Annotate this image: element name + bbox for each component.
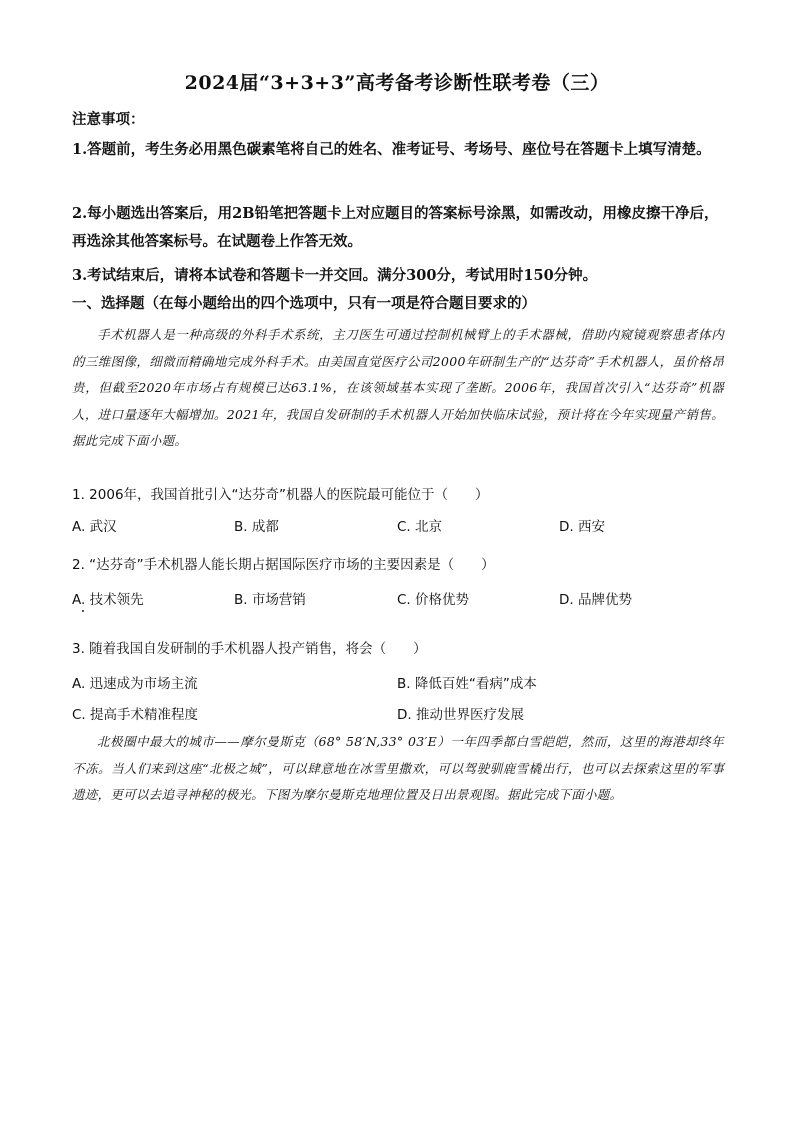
question-3-options-row-2 — [72, 703, 724, 723]
notes-heading: 注意事项： — [72, 111, 145, 128]
question-1-options — [72, 515, 724, 535]
option-a[interactable]: A. 技术领先 — [72, 592, 144, 608]
option-a[interactable]: A. 武汉 — [72, 519, 117, 535]
question-3-stem: 3. 随着我国自发研制的手术机器人投产销售，将会（ ） — [72, 641, 427, 657]
question-3-options-row-1 — [72, 672, 724, 692]
question-1-stem: 1. 2006年，我国首批引入“达芬奇”机器人的医院最可能位于（ ） — [72, 487, 489, 503]
option-c[interactable]: C. 价格优势 — [397, 592, 470, 608]
passage-surgical-robot: 手术机器人是一种高级的外科手术系统，主刀医生可通过控制机械臂上的手术器械，借助内窥镜观察患者体内的三维图像，细微而精确地完成外科手术。由美国直觉医疗公司2000年研制生产的“达芬奇”手术机器人，虽价格昂贵，但截至2020年市场占有规模已达63.1%，在该领域基本实现了垄断。2006年，我国首次引入“达芬奇”机器人，进口量逐年大幅增加。2021年，我国自发研制的手术机器人开始加快临床试验，预计将在今年实现量产销售。据此完成下面小题。 — [72, 327, 724, 448]
option-d[interactable]: D. 西安 — [559, 519, 605, 535]
option-d[interactable]: D. 品牌优势 — [559, 592, 632, 608]
section-heading: 一、选择题（在每小题给出的四个选项中，只有一项是符合题目要求的） — [72, 295, 536, 312]
note-item-1: 1.答题前，考生务必用黑色碳素笔将自己的姓名、准考证号、考场号、座位号在答题卡上填写清楚。 — [72, 141, 711, 158]
page-title: 2024届“3+3+3”高考备考诊断性联考卷（三） — [184, 72, 610, 94]
option-b[interactable]: B. 降低百姓“看病”成本 — [397, 676, 537, 692]
note-item-2: 2.每小题选出答案后，用2B铅笔把答题卡上对应题目的答案标号涂黑，如需改动，用橡皮擦干净后，再选涂其他答案标号。在试题卷上作答无效。 — [72, 205, 719, 250]
option-a[interactable]: A. 迅速成为市场主流 — [72, 676, 198, 692]
option-b[interactable]: B. 市场营销 — [234, 592, 306, 608]
question-2-options — [72, 588, 724, 608]
option-b[interactable]: B. 成都 — [234, 519, 279, 535]
note-item-3: 3.考试结束后，请将本试卷和答题卡一并交回。满分300分，考试用时150分钟。 — [72, 267, 598, 284]
option-c[interactable]: C. 提高手术精准程度 — [72, 707, 199, 723]
scan-dot — [82, 610, 84, 612]
passage-murmansk: 北极圈中最大的城市——摩尔曼斯克（68° 58′N,33° 03′E）一年四季都白雪皑皑，然而，这里的海港却终年不冻。当人们来到这座“北极之城”，可以肆意地在冰雪里撒欢，可以驾驶驯鹿雪橇出行，也可以去探索这里的军事遗迹，更可以去追寻神秘的极光。下图为摩尔曼斯克地理位置及日出景观图。据此完成下面小题。 — [72, 734, 724, 802]
question-2-stem: 2. “达芬奇”手术机器人能长期占据国际医疗市场的主要因素是（ ） — [72, 557, 495, 573]
option-d[interactable]: D. 推动世界医疗发展 — [397, 707, 524, 723]
option-c[interactable]: C. 北京 — [397, 519, 443, 535]
